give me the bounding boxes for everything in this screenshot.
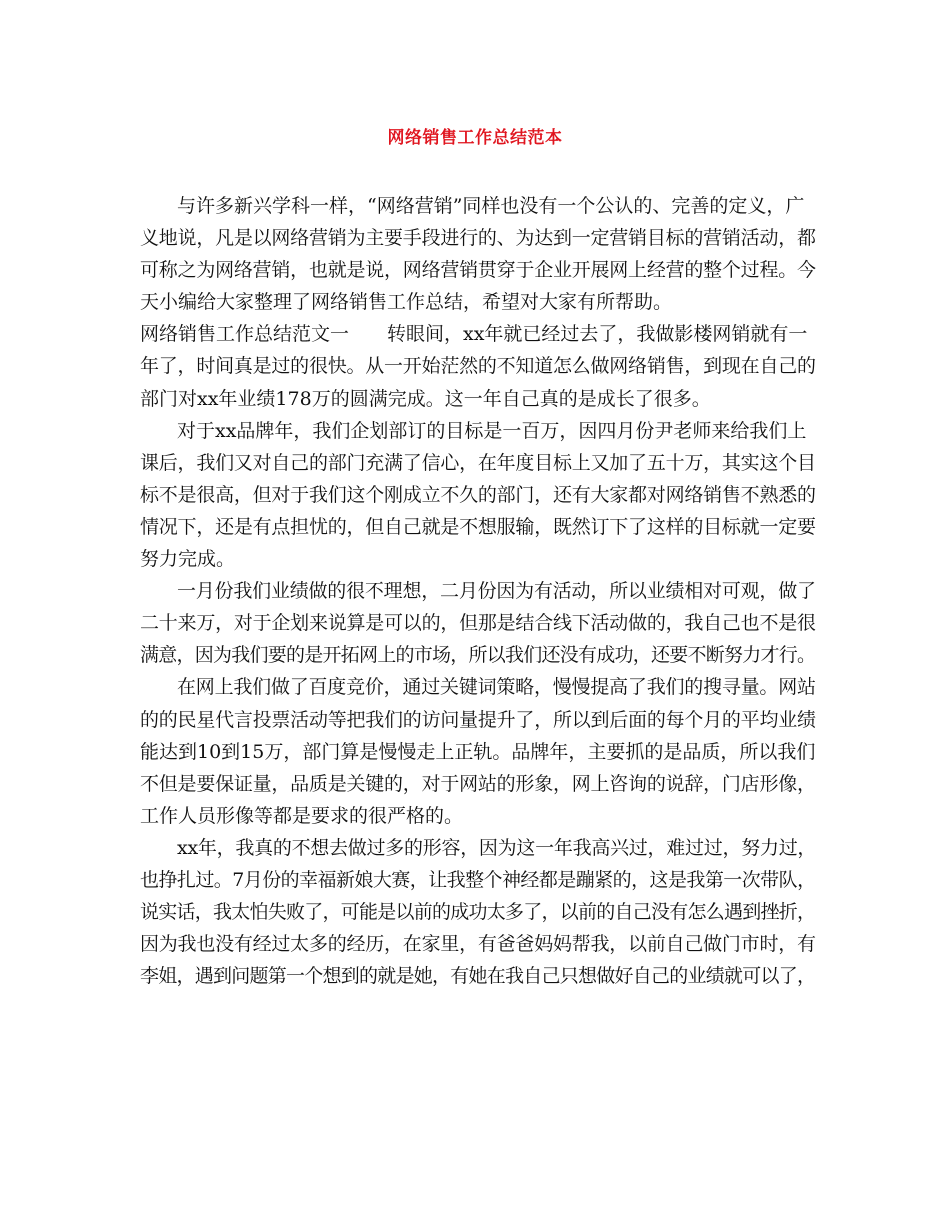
text-line: 也挣扎过。7月份的幸福新娘大赛，让我整个神经都是蹦紧的，这是我第一次带队，	[140, 868, 816, 891]
text-line: 不但是要保证量，品质是关键的，对于网站的形象，网上咨询的说辞，门店形像，	[140, 772, 816, 795]
text-line: 可称之为网络营销，也就是说，网络营销贯穿于企业开展网上经营的整个过程。今	[140, 259, 816, 282]
text-line: 努力完成。	[140, 548, 236, 571]
text-line: xx年，我真的不想去做过多的形容，因为这一年我高兴过，难过过，努力过，	[177, 836, 817, 859]
text-line: 因为我也没有经过太多的经历，在家里，有爸爸妈妈帮我，以前自己做门市时，有	[140, 933, 816, 956]
text-line: 部门对xx年业绩178万的圆满完成。这一年自己真的是成长了很多。	[140, 387, 711, 410]
text-line: 义地说，凡是以网络营销为主要手段进行的、为达到一定营销目标的营销活动，都	[140, 227, 816, 250]
document-body	[140, 190, 816, 992]
text-line: 说实话，我太怕失败了，可能是以前的成功太多了，以前的自己没有怎么遇到挫折，	[140, 901, 816, 924]
text-line: 能达到10到15万，部门算是慢慢走上正轨。品牌年，主要抓的是品质，所以我们	[140, 740, 816, 763]
text-line: 情况下，还是有点担忧的，但自己就是不想服输，既然订下了这样的目标就一定要	[140, 515, 816, 538]
text-line: 二十来万，对于企划来说算是可以的，但那是结合线下活动做的，我自己也不是很	[140, 612, 816, 635]
text-line: 课后，我们又对自己的部门充满了信心，在年度目标上又加了五十万，其实这个目	[140, 451, 816, 474]
text-line: 工作人员形像等都是要求的很严格的。	[140, 804, 464, 827]
text-line: 满意，因为我们要的是开拓网上的市场，所以我们还没有成功，还要不断努力才行。	[140, 644, 816, 667]
text-line: 标不是很高，但对于我们这个刚成立不久的部门，还有大家都对网络销售不熟悉的	[140, 483, 816, 506]
text-line: 的的民星代言投票活动等把我们的访问量提升了，所以到后面的每个月的平均业绩	[140, 708, 816, 731]
text-line: 李姐，遇到问题第一个想到的就是她，有她在我自己只想做好自己的业绩就可以了，	[140, 965, 816, 988]
text-line: 对于xx品牌年，我们企划部订的目标是一百万，因四月份尹老师来给我们上	[177, 419, 807, 442]
text-line: 与许多新兴学科一样，“网络营销”同样也没有一个公认的、完善的定义，广	[177, 195, 805, 217]
text-line: 在网上我们做了百度竞价，通过关键词策略，慢慢提高了我们的搜寻量。网站	[177, 676, 816, 699]
text-line: 网络销售工作总结范文一 转眼间，xx年就已经过去了，我做影楼网销就有一	[140, 323, 808, 346]
document-title: 网络销售工作总结范本	[387, 128, 563, 148]
text-line: 一月份我们业绩做的很不理想，二月份因为有活动，所以业绩相对可观，做了	[177, 580, 816, 603]
text-line: 年了，时间真是过的很快。从一开始茫然的不知道怎么做网络销售，到现在自己的	[140, 355, 816, 378]
text-line: 天小编给大家整理了网络销售工作总结，希望对大家有所帮助。	[140, 291, 673, 314]
